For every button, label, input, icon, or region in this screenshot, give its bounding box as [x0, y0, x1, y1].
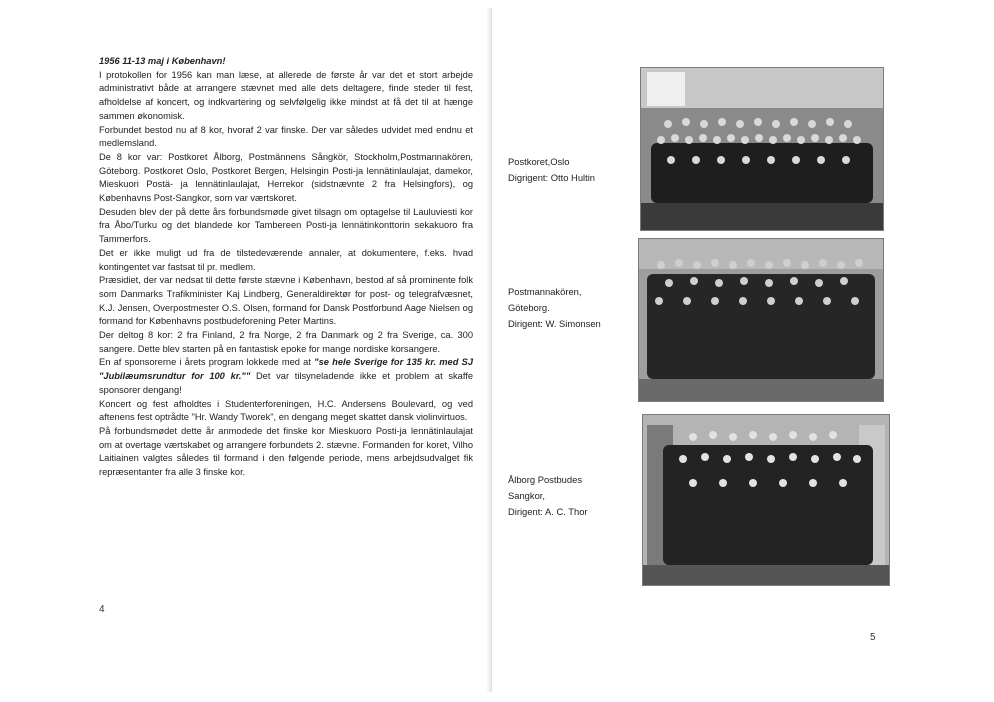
choir-photo-goteborg: [638, 238, 884, 402]
paragraph: I protokollen for 1956 kan man læse, at allerede de første år var det et stort arbejde administrativt både at arrangere stævnet med alle dets deltagere, finde steder til fest, afholdelse af koncert, og indkvartering og selvfølgelig ikke mindst at få det til at hænge sammen økonomisk.: [99, 69, 473, 121]
page-number-left: 4: [99, 604, 105, 615]
paragraph: Forbundet bestod nu af 8 kor, hvoraf 2 var finske. Der var således udvidet med endnu et medlemsland.: [99, 124, 473, 149]
caption-line: Göteborg.: [508, 302, 550, 313]
photo-caption-alborg: [508, 472, 588, 520]
caption-line: Dirigent: W. Simonsen: [508, 318, 601, 329]
caption-line: Sangkor,: [508, 490, 546, 501]
article-text: [99, 55, 473, 480]
article-heading: 1956 11-13 maj i København!: [99, 56, 226, 66]
photo-caption-goteborg: [508, 284, 601, 332]
photo-caption-oslo: [508, 154, 595, 186]
right-page: [492, 0, 994, 702]
paragraph: Det er ikke muligt ud fra de tilstedeværende annaler, at dokumentere, f.eks. hvad kontingentet var fastsat til pr. medlem.: [99, 247, 473, 272]
choir-photo-oslo: [640, 67, 884, 231]
choir-photo-alborg: [642, 414, 890, 586]
caption-line: Postmannakören,: [508, 286, 582, 297]
caption-line: Dirigent: A. C. Thor: [508, 506, 588, 517]
sponsor-quote: "se hele Sverige for 135 kr. med SJ "Jubilæumsrundtur for 100 kr."": [99, 357, 473, 382]
paragraph: Koncert og fest afholdtes i Studenterforeningen, H.C. Andersens Boulevard, og ved aftenens fest optrådte "Hr. Wandy Tworek", en dengang meget skattet dansk violinvirtuos.: [99, 398, 473, 423]
paragraph: På forbundsmødet dette år anmodede det finske kor Mieskuoro Posti-ja lennätinlaulajat om at overtage værtskabet og arrangere forbundets 2. stævne. Formanden for koret, Vilho Laitiainen valgtes således til formand i den følgende periode, mens arbejdsudvalget fik repræsentanter fra alle 3 finske kor.: [99, 425, 473, 478]
caption-line: Ålborg Postbudes: [508, 474, 583, 485]
paragraph: Der deltog 8 kor: 2 fra Finland, 2 fra Norge, 2 fra Danmark og 2 fra Sverige, ca. 300 sangere. Dette blev starten på en fantastisk epoke for mange nordiske korsangere.: [99, 330, 473, 354]
paragraph: Præsidiet, der var nedsat til dette første stævne i København, bestod af så prominente folk som Danmarks Trafikminister Kaj Lindberg, Generaldirektør for post- og telegrafvæsnet, K.J. Jensen, Overpostmester O.S. Olsen, formand for Dansk Postforbund Aage Nielsen og formand for Københavns postbudeforening Peter Martins.: [99, 275, 473, 327]
caption-line: Postkoret,Oslo: [508, 156, 570, 167]
paragraph: De 8 kor var: Postkoret Ålborg, Postmännens Sångkör, Stockholm,Postmannakören, Göteborg. Postkoret Oslo, Postkoret Bergen, Helsingin Posti-ja lennätinlaulajat, damekor, Mieskuori Postä- ja lennätinlaulajat, Herrekor (sidstnævnte 2 fra Helsingfors), og Københavns Post-Sangkor, som var værtskoret.: [99, 151, 473, 204]
sponsor-outro: Det var tilsyneladende ikke et problem at skaffe sponsorer dengang!: [99, 371, 474, 395]
page-number-right: 5: [870, 632, 876, 643]
left-page: [0, 0, 492, 702]
sponsor-intro: En af sponsorerne i årets program lokkede med at: [99, 357, 315, 368]
caption-line: Digrigent: Otto Hultin: [508, 172, 596, 183]
paragraph: Desuden blev der på dette års forbundsmøde givet tilsagn om optagelse til Lauluviesti kor fra Åbo/Turku og det blandede kor Tambereen Posti-ja lennätinkonttorin sekakuoro fra Tammerfors.: [99, 206, 473, 245]
sponsor-paragraph: [99, 356, 473, 397]
